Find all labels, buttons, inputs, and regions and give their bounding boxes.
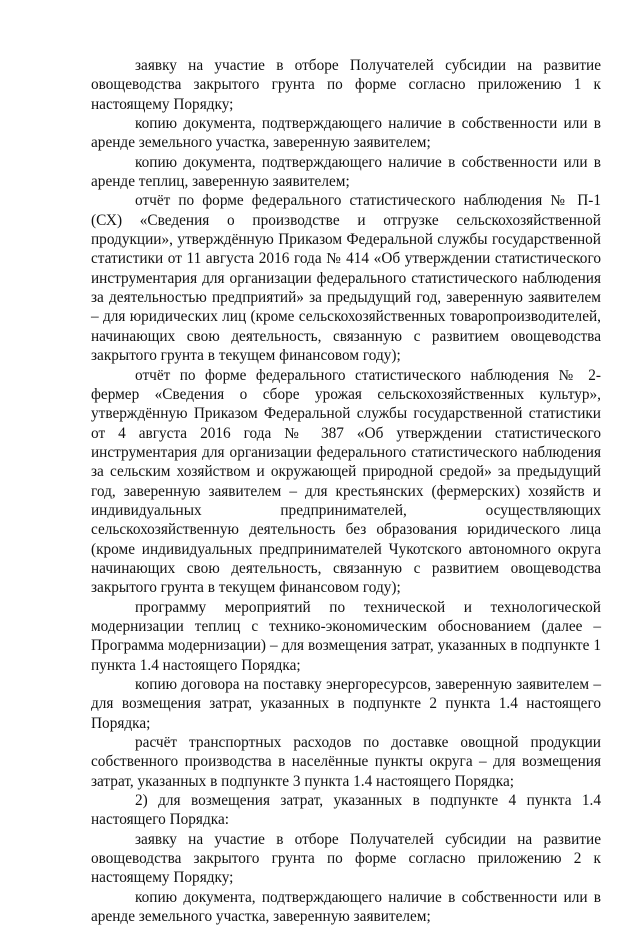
document-body (91, 56, 601, 926)
paragraph-transport-costs: расчёт транспортных расходов по доставке овощной продукции собственного производства в населённые пункты округа – для возмещения затрат, указанных в подпункте 3 пункта 1.4 настоящего Порядка; (91, 734, 601, 790)
paragraph-application-form-2: заявку на участие в отборе Получателей субсидии на развитие овощеводства закрытого грунта по форме согласно приложению 2 к настоящему Порядку; (91, 830, 601, 887)
paragraph-subitem-2: 2) для возмещения затрат, указанных в подпункте 4 пункта 1.4 настоящего Порядка: (91, 792, 601, 829)
paragraph-report-2-farmer: отчёт по форме федерального статистического наблюдения № 2-фермер «Сведения о сборе урожая сельскохозяйственных культур», утверждённую Приказом Федеральной службы государственной статистики от 4 августа 2016 года № 387 «Об утверждении статистического инструментария для организации федерального статистического наблюдения за сельским хозяйством и окружающей природной средой» за предыдущий год, заверенную заявителем – для крестьянских (фермерских) хозяйств и индивидуальных предпринимателей, осуществляющих сельскохозяйственную деятельность без образования юридического лица (кроме индивидуальных предпринимателей Чукотского автономного округа начинающих свою деятельность, связанную с развитием овощеводства закрытого грунта в текущем финансовом году); (91, 366, 601, 597)
paragraph-land-plot-document-2: копию документа, подтверждающего наличие в собственности или в аренде земельного участка, заверенную заявителем; (91, 888, 601, 926)
paragraph-modernization-program: программу мероприятий по технической и технологической модернизации теплиц с технико-экономическим обоснованием (далее – Программа модернизации) – для возмещения затрат, указанных в подпункте 1 пункта 1.4 настоящего Порядка; (91, 598, 601, 674)
paragraph-greenhouse-document: копию документа, подтверждающего наличие в собственности или в аренде теплиц, заверенную заявителем; (91, 153, 601, 191)
paragraph-report-p1-sx: отчёт по форме федерального статистического наблюдения № П-1 (СХ) «Сведения о производстве и отгрузке сельскохозяйственной продукции», утверждённую Приказом Федеральной службы государственной статистики от 11 августа 2016 года № 414 «Об утверждении статистического инструментария для организации федерального статистического наблюдения за деятельностью предприятий» за предыдущий год, заверенную заявителем – для юридических лиц (кроме сельскохозяйственных товаропроизводителей, начинающих свою деятельность, связанную с развитием овощеводства закрытого грунта в текущем финансовом году); (91, 192, 601, 365)
paragraph-application-form-1: заявку на участие в отборе Получателей субсидии на развитие овощеводства закрытого грунта по форме согласно приложению 1 к настоящему Порядку; (91, 57, 601, 113)
paragraph-energy-contract: копию договора на поставку энергоресурсов, заверенную заявителем – для возмещения затрат, указанных в подпункте 2 пункта 1.4 настоящего Порядка; (91, 676, 601, 732)
paragraph-land-plot-document: копию документа, подтверждающего наличие в собственности или в аренде земельного участка, заверенную заявителем; (91, 115, 601, 152)
